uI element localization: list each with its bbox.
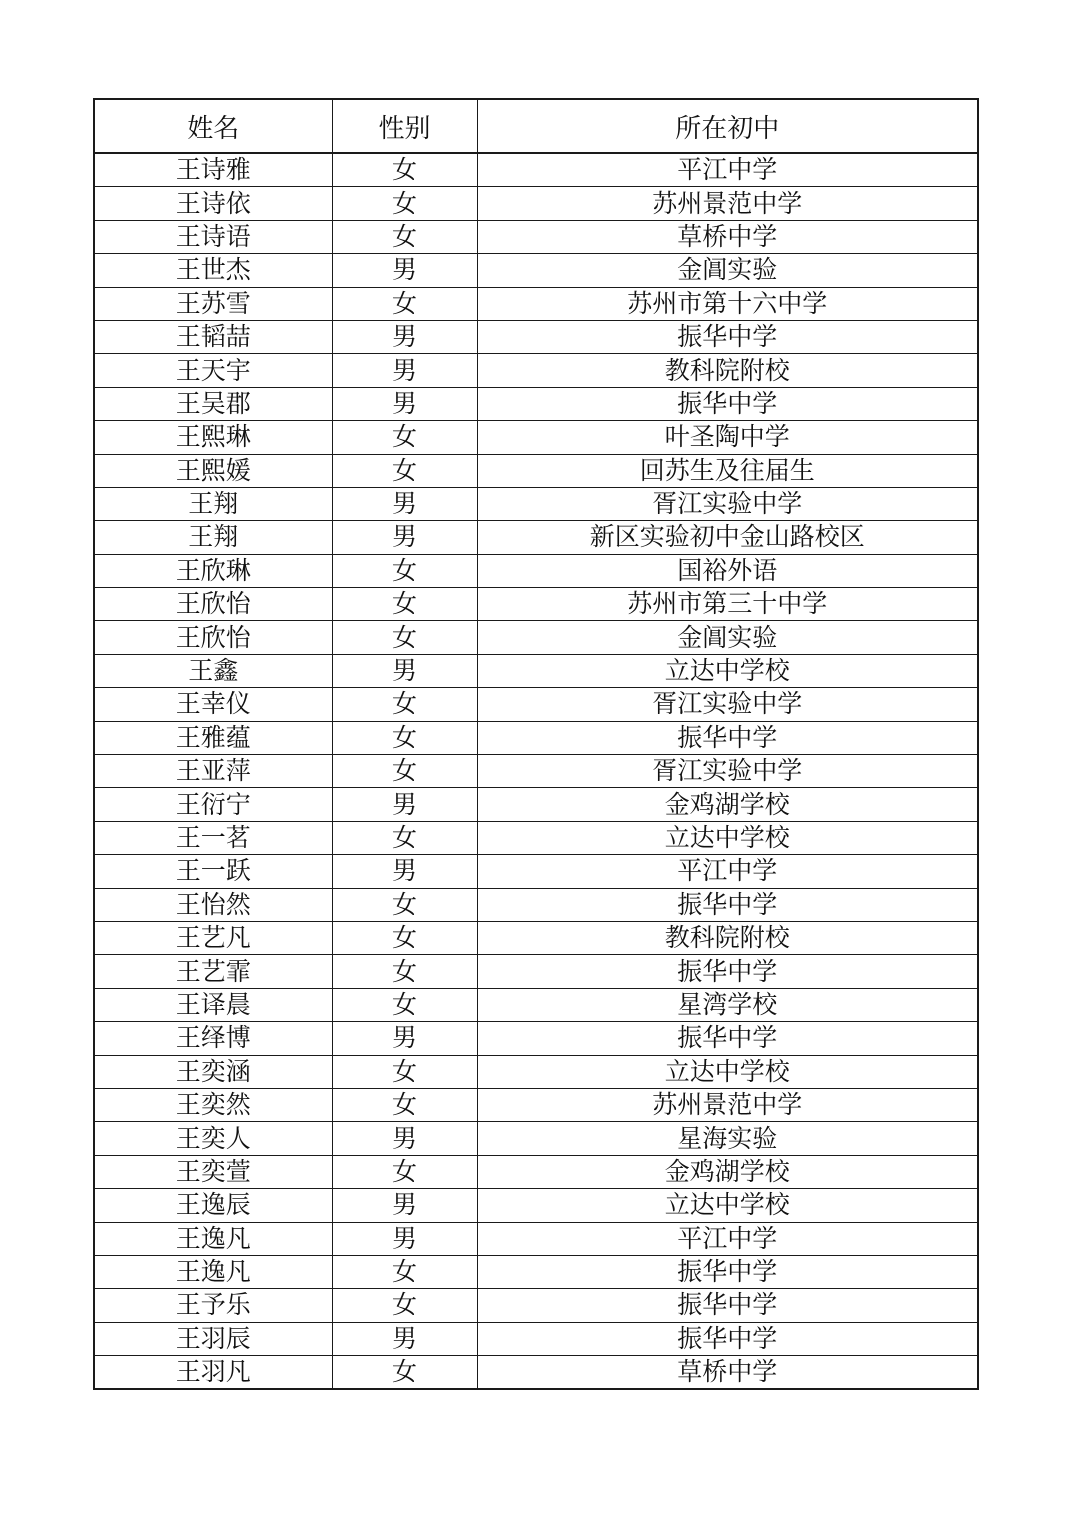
header-row xyxy=(94,99,978,153)
cell-name: 王熙媛 xyxy=(94,454,332,487)
cell-school: 振华中学 xyxy=(477,955,978,988)
cell-name: 王逸凡 xyxy=(94,1222,332,1255)
cell-name: 王翔 xyxy=(94,487,332,520)
table-row xyxy=(94,254,978,287)
cell-school: 苏州市第十六中学 xyxy=(477,287,978,320)
cell-gender: 女 xyxy=(332,1356,477,1390)
cell-name: 王韬喆 xyxy=(94,320,332,353)
cell-name: 王羽凡 xyxy=(94,1356,332,1390)
cell-name: 王欣怡 xyxy=(94,621,332,654)
cell-gender: 男 xyxy=(332,521,477,554)
cell-name: 王鑫 xyxy=(94,654,332,687)
table-row xyxy=(94,1356,978,1390)
cell-gender: 女 xyxy=(332,554,477,587)
cell-gender: 女 xyxy=(332,955,477,988)
table-row xyxy=(94,1122,978,1155)
cell-school: 立达中学校 xyxy=(477,1189,978,1222)
cell-gender: 女 xyxy=(332,755,477,788)
cell-name: 王欣琳 xyxy=(94,554,332,587)
cell-name: 王亚萍 xyxy=(94,755,332,788)
table-row xyxy=(94,755,978,788)
table-row xyxy=(94,320,978,353)
cell-name: 王一跃 xyxy=(94,855,332,888)
table-row xyxy=(94,1255,978,1288)
table-row xyxy=(94,1189,978,1222)
cell-name: 王羽辰 xyxy=(94,1322,332,1355)
cell-gender: 男 xyxy=(332,320,477,353)
cell-school: 胥江实验中学 xyxy=(477,688,978,721)
header-gender: 性别 xyxy=(332,99,477,153)
cell-name: 王天宇 xyxy=(94,354,332,387)
cell-school: 立达中学校 xyxy=(477,654,978,687)
cell-name: 王诗依 xyxy=(94,187,332,220)
cell-gender: 男 xyxy=(332,1222,477,1255)
cell-gender: 女 xyxy=(332,921,477,954)
table-row xyxy=(94,554,978,587)
table-row xyxy=(94,654,978,687)
table-row xyxy=(94,588,978,621)
cell-name: 王衍宁 xyxy=(94,788,332,821)
table-row xyxy=(94,688,978,721)
table-header xyxy=(94,99,978,153)
cell-name: 王绎博 xyxy=(94,1022,332,1055)
cell-school: 金阊实验 xyxy=(477,621,978,654)
table-row xyxy=(94,287,978,320)
cell-school: 叶圣陶中学 xyxy=(477,421,978,454)
cell-gender: 男 xyxy=(332,654,477,687)
table-row xyxy=(94,220,978,253)
cell-school: 胥江实验中学 xyxy=(477,755,978,788)
cell-name: 王雅蕴 xyxy=(94,721,332,754)
cell-school: 胥江实验中学 xyxy=(477,487,978,520)
cell-name: 王苏雪 xyxy=(94,287,332,320)
cell-name: 王熙琳 xyxy=(94,421,332,454)
table-row xyxy=(94,153,978,187)
cell-school: 平江中学 xyxy=(477,1222,978,1255)
cell-name: 王艺凡 xyxy=(94,921,332,954)
cell-name: 王翔 xyxy=(94,521,332,554)
table-row xyxy=(94,1322,978,1355)
cell-gender: 男 xyxy=(332,254,477,287)
cell-school: 教科院附校 xyxy=(477,354,978,387)
cell-name: 王幸仪 xyxy=(94,688,332,721)
cell-name: 王一茗 xyxy=(94,821,332,854)
cell-school: 星海实验 xyxy=(477,1122,978,1155)
cell-school: 振华中学 xyxy=(477,387,978,420)
cell-school: 苏州景范中学 xyxy=(477,1088,978,1121)
cell-name: 王诗语 xyxy=(94,220,332,253)
cell-name: 王奕涵 xyxy=(94,1055,332,1088)
cell-gender: 男 xyxy=(332,487,477,520)
table-row xyxy=(94,821,978,854)
cell-school: 金鸡湖学校 xyxy=(477,1155,978,1188)
cell-gender: 女 xyxy=(332,421,477,454)
cell-school: 立达中学校 xyxy=(477,821,978,854)
cell-school: 立达中学校 xyxy=(477,1055,978,1088)
cell-school: 国裕外语 xyxy=(477,554,978,587)
cell-gender: 女 xyxy=(332,1088,477,1121)
table-row xyxy=(94,921,978,954)
table-row xyxy=(94,1155,978,1188)
student-roster-table xyxy=(93,98,979,1390)
cell-gender: 女 xyxy=(332,1155,477,1188)
cell-gender: 女 xyxy=(332,220,477,253)
cell-gender: 男 xyxy=(332,788,477,821)
cell-name: 王逸凡 xyxy=(94,1255,332,1288)
cell-gender: 男 xyxy=(332,1189,477,1222)
cell-school: 平江中学 xyxy=(477,153,978,187)
cell-school: 草桥中学 xyxy=(477,220,978,253)
cell-gender: 女 xyxy=(332,721,477,754)
cell-name: 王奕人 xyxy=(94,1122,332,1155)
cell-school: 振华中学 xyxy=(477,888,978,921)
table-row xyxy=(94,955,978,988)
cell-school: 星湾学校 xyxy=(477,988,978,1021)
table-body xyxy=(94,153,978,1389)
table-row xyxy=(94,1222,978,1255)
table-row xyxy=(94,621,978,654)
cell-school: 振华中学 xyxy=(477,320,978,353)
cell-gender: 男 xyxy=(332,354,477,387)
cell-school: 振华中学 xyxy=(477,1255,978,1288)
table-row xyxy=(94,521,978,554)
table-row xyxy=(94,421,978,454)
table-row xyxy=(94,354,978,387)
table-row xyxy=(94,1289,978,1322)
cell-school: 平江中学 xyxy=(477,855,978,888)
table-row xyxy=(94,788,978,821)
cell-gender: 女 xyxy=(332,621,477,654)
cell-school: 振华中学 xyxy=(477,1022,978,1055)
table-row xyxy=(94,1022,978,1055)
cell-gender: 女 xyxy=(332,187,477,220)
cell-school: 教科院附校 xyxy=(477,921,978,954)
table-row xyxy=(94,487,978,520)
cell-gender: 男 xyxy=(332,1322,477,1355)
cell-school: 振华中学 xyxy=(477,721,978,754)
cell-gender: 女 xyxy=(332,888,477,921)
cell-gender: 女 xyxy=(332,153,477,187)
cell-name: 王奕萱 xyxy=(94,1155,332,1188)
table-row xyxy=(94,721,978,754)
cell-school: 草桥中学 xyxy=(477,1356,978,1390)
table-row xyxy=(94,855,978,888)
cell-gender: 男 xyxy=(332,1122,477,1155)
header-school: 所在初中 xyxy=(477,99,978,153)
cell-school: 苏州市第三十中学 xyxy=(477,588,978,621)
cell-school: 苏州景范中学 xyxy=(477,187,978,220)
cell-gender: 男 xyxy=(332,387,477,420)
cell-gender: 女 xyxy=(332,1255,477,1288)
table-row xyxy=(94,387,978,420)
cell-school: 金鸡湖学校 xyxy=(477,788,978,821)
cell-name: 王逸辰 xyxy=(94,1189,332,1222)
cell-school: 新区实验初中金山路校区 xyxy=(477,521,978,554)
cell-name: 王予乐 xyxy=(94,1289,332,1322)
cell-name: 王奕然 xyxy=(94,1088,332,1121)
cell-name: 王怡然 xyxy=(94,888,332,921)
table-row xyxy=(94,1088,978,1121)
table-row xyxy=(94,988,978,1021)
cell-name: 王诗雅 xyxy=(94,153,332,187)
cell-school: 振华中学 xyxy=(477,1289,978,1322)
cell-school: 回苏生及往届生 xyxy=(477,454,978,487)
header-name: 姓名 xyxy=(94,99,332,153)
cell-gender: 女 xyxy=(332,588,477,621)
cell-gender: 女 xyxy=(332,988,477,1021)
cell-gender: 女 xyxy=(332,821,477,854)
table-row xyxy=(94,1055,978,1088)
table-row xyxy=(94,888,978,921)
cell-school: 金阊实验 xyxy=(477,254,978,287)
cell-name: 王译晨 xyxy=(94,988,332,1021)
cell-gender: 男 xyxy=(332,855,477,888)
table-row xyxy=(94,454,978,487)
cell-name: 王吴郡 xyxy=(94,387,332,420)
cell-name: 王艺霏 xyxy=(94,955,332,988)
cell-gender: 女 xyxy=(332,1289,477,1322)
cell-gender: 女 xyxy=(332,688,477,721)
cell-gender: 女 xyxy=(332,1055,477,1088)
cell-gender: 男 xyxy=(332,1022,477,1055)
cell-name: 王世杰 xyxy=(94,254,332,287)
cell-gender: 女 xyxy=(332,287,477,320)
cell-school: 振华中学 xyxy=(477,1322,978,1355)
cell-gender: 女 xyxy=(332,454,477,487)
table-row xyxy=(94,187,978,220)
cell-name: 王欣怡 xyxy=(94,588,332,621)
